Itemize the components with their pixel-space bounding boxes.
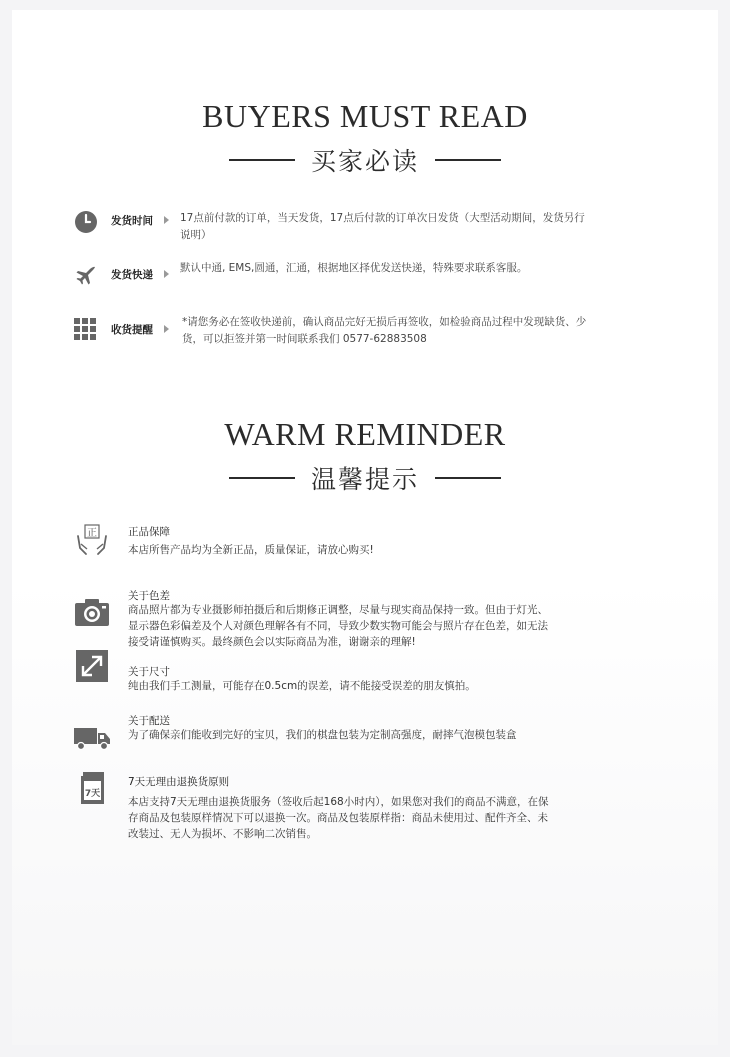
warm-title-cn: 温馨提示 — [310, 465, 419, 494]
delivery-title: 关于配送 — [128, 715, 170, 727]
delivery-text: 为了确保亲们能收到完好的宝贝，我们的棋盘包装为定制高强度，耐摔气泡模包装盒 — [128, 729, 517, 741]
buyers-title-cn: 买家必读 — [310, 147, 419, 176]
seven-day-text: 本店支持7天无理由退换货服务（签收后起168小时内），如果您对我们的商品不满意，在保存商品及包装原样情况下可以退换一次。商品及包装原样指：商品未使用过、配件齐全、未改装过、无人为损坏、不影响二次销售。 — [128, 796, 549, 840]
airplane-icon — [74, 264, 98, 288]
shipping-time-label: 发货时间 — [111, 215, 153, 227]
divider-line-right — [435, 477, 501, 479]
seven-day-return-icon — [80, 772, 116, 808]
authentic-badge-text: 正 — [87, 528, 97, 539]
buyers-title-row — [12, 142, 718, 178]
grid-icon — [74, 318, 98, 342]
caret-right-icon — [164, 216, 169, 224]
seven-day-title: 7天无理由退换货原则 — [128, 776, 230, 788]
buyers-title-en: BUYERS MUST READ — [202, 98, 528, 134]
color-difference-text: 商品照片都为专业摄影师拍摄后和后期修正调整，尽量与现实商品保持一致。但由于灯光、显示器色彩偏差及个人对颜色理解各有不同，导致少数实物可能会与照片存在色差，如无法接受请谨慎购买。最终颜色会以实际商品为准，谢谢亲的理解! — [128, 604, 548, 648]
clock-icon — [74, 210, 98, 234]
shipping-courier-label: 发货快递 — [111, 269, 153, 281]
divider-line-left — [229, 477, 295, 479]
authentic-hands-icon — [76, 522, 112, 558]
caret-right-icon — [164, 325, 169, 333]
shipping-courier-text: 默认中通, EMS,圆通，汇通，根据地区择优发送快递，特殊要求联系客服。 — [180, 262, 528, 274]
authentic-title: 正品保障 — [128, 526, 170, 538]
receipt-reminder-text: *请您务必在签收快递前，确认商品完好无损后再签收，如检验商品过程中发现缺货、少货，可以拒签并第一时间联系我们 0577-62883508 — [182, 316, 587, 345]
authentic-text: 本店所售产品均为全新正品，质量保证，请放心购买! — [128, 544, 374, 556]
delivery-truck-icon — [74, 728, 110, 764]
divider-line-left — [229, 159, 295, 161]
buyers-section-header — [12, 98, 718, 178]
warm-title-row — [12, 460, 718, 496]
resize-arrow-icon — [76, 650, 112, 686]
divider-line-right — [435, 159, 501, 161]
warm-section-header — [12, 416, 718, 496]
size-text: 纯由我们手工测量，可能存在0.5cm的误差，请不能接受误差的朋友慎拍。 — [128, 680, 476, 692]
color-difference-title: 关于色差 — [128, 590, 170, 602]
receipt-reminder-label: 收货提醒 — [111, 324, 153, 336]
page — [12, 10, 718, 1045]
camera-icon — [75, 598, 111, 634]
size-title: 关于尺寸 — [128, 666, 170, 678]
seven-day-badge-text: 7天 — [84, 789, 101, 799]
shipping-time-text: 17点前付款的订单，当天发货，17点后付款的订单次日发货（大型活动期间，发货另行说明） — [180, 212, 585, 241]
warm-title-en: WARM REMINDER — [224, 416, 506, 452]
caret-right-icon — [164, 270, 169, 278]
